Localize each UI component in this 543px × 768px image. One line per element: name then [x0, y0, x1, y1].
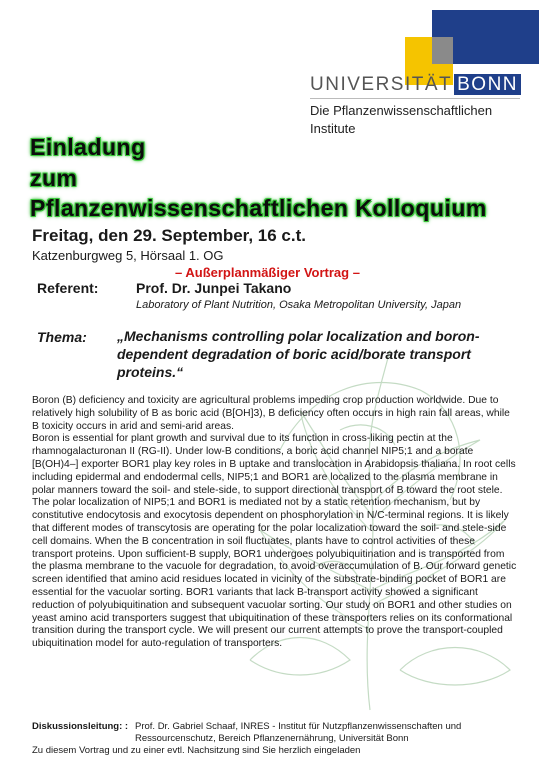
speaker-name: Prof. Dr. Junpei Takano [136, 280, 292, 296]
title-line-2: zum [30, 165, 78, 191]
event-address: Katzenburgweg 5, Hörsaal 1. OG [32, 248, 224, 263]
speaker-affiliation: Laboratory of Plant Nutrition, Osaka Metropolitan University, Japan [136, 299, 462, 311]
institute-line-1: Die Pflanzenwissenschaftlichen [310, 103, 493, 118]
invitation-note: Zu diesem Vortrag und zu einer evtl. Nachsitzung sind Sie herzlich eingeladen [32, 745, 361, 756]
event-date: Freitag, den 29. September, 16 c.t. [32, 226, 306, 245]
speaker-label: Referent: [37, 280, 99, 296]
title-line-3: Pflanzenwissenschaftlichen Kolloquium [30, 195, 487, 221]
university-prefix: UNIVERSITÄT [310, 74, 453, 95]
university-city: BONN [454, 74, 521, 95]
abstract [32, 395, 518, 651]
university-logo [308, 10, 538, 136]
abstract-paragraph-2: Boron is essential for plant growth and survival due to its function in cross-liking pectin at the rhamnogalacturonan II (RG-II). Under low-B conditions, a boric acid channel NIP5;1 and a borate [B(OH)4–] exporter BOR1 play key roles in B uptake and translocation in Arabidopsis thaliana. In root cells including epidermal and endodermal cells, NIP5;1 and BOR1 are localized to the plasma membrane in polar manners toward the soil- and stele-side, to support directional transport of B toward the root stele. The polar localization of NIP5;1 and BOR1 is mediated not by a static retention mechanism, but by constitutive endocytosis and exocytosis dependent on phosphorylation in N/C-terminal regions. It is likely that different modes of transcytosis are operating for the polar localization toward the soil- and stele-side cell domains. When the B concentration in soil fluctuates, plants have to control activities of these transport proteins. Upon sufficient-B supply, BOR1 undergoes polyubiquitination and is transported from the plasma membrane to the vacuole for degradation, to avoid overaccumulation of B. Our forward genetic screen identified that amino acid residues located in vicinity of the substrate-binding pocket of BOR1 are essential for the vacuolar sorting. BOR1 variants that lack B-transport activity showed a significant reduction of polyubiquitination and subsequent vacuolar sorting. Our study on BOR1 and other studies on yeast amino acid transporters suggest that ubiquitination of these transporters relies on its conformational transition during the transport cycle. We will present our current attempts to prove the transport-coupled ubiquitination model for auto-regulation of transporters. [32, 433, 517, 650]
discussion-label: Diskussionsleitung: : [32, 721, 129, 732]
topic-title: „Mechanisms controlling polar localization and boron-dependent degradation of boric acid/borate transport proteins.“ [117, 328, 480, 380]
logo-grey-square [432, 37, 453, 64]
logo-divider [310, 98, 520, 99]
discussion-chair: Prof. Dr. Gabriel Schaaf, INRES - Institut für Nutzpflanzenwissenschaften und Ressourcenschutz, Bereich Pflanzenernährung, Universität Bonn [135, 721, 462, 744]
institute-line-2: Institute [310, 121, 356, 136]
abstract-paragraph-1: Boron (B) deficiency and toxicity are agricultural problems impeding crop production worldwide. Due to relatively high solubility of B as boric acid (B[OH]3), B deficiency often occurs in high rain fall areas, while B toxicity occurs in arid and semi-arid areas. [32, 395, 510, 432]
university-name [310, 74, 521, 96]
special-lecture-note: – Außerplanmäßiger Vortrag – [175, 265, 360, 280]
topic-label: Thema: [37, 329, 87, 345]
title-line-1: Einladung [30, 134, 146, 160]
